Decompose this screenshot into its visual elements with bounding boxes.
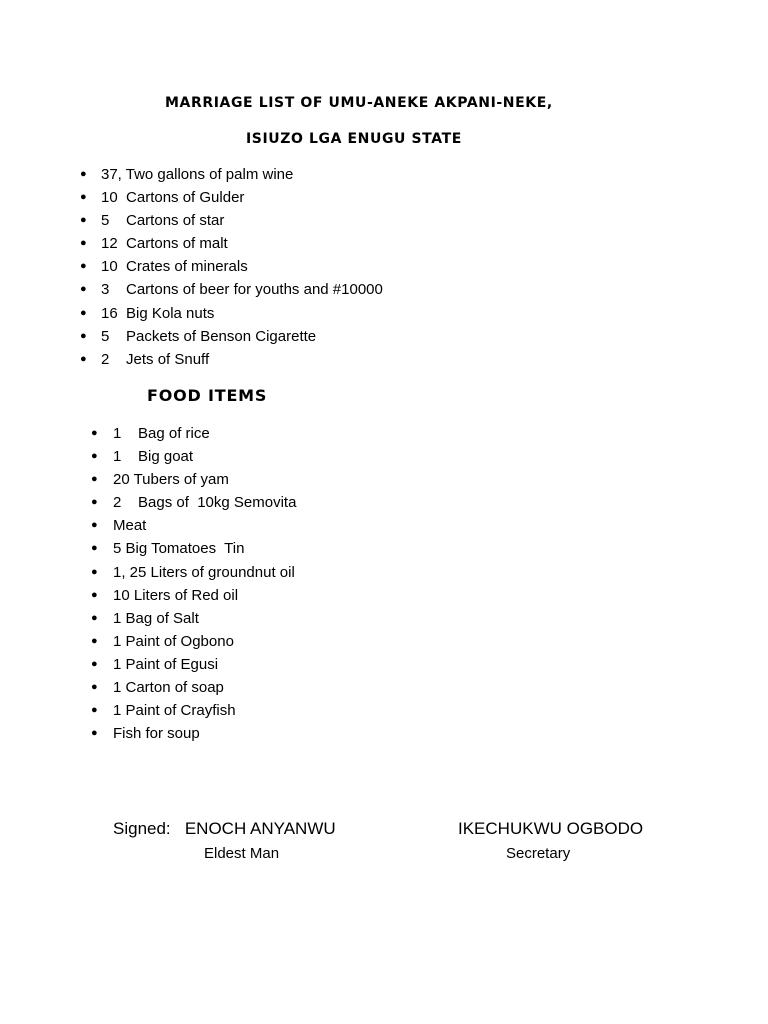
list-item-text: 12 Cartons of malt: [101, 235, 228, 253]
list-item-text: 10 Liters of Red oil: [113, 586, 239, 604]
list-item-text: 1 Bag of Salt: [113, 609, 199, 627]
list-item-text: 1 Paint of Crayfish: [113, 702, 236, 720]
bullet-icon: ●: [80, 306, 87, 319]
bullet-icon: ●: [91, 588, 98, 601]
signature-line: [113, 819, 336, 839]
bullet-icon: ●: [91, 657, 98, 670]
bullet-icon: ●: [91, 704, 98, 717]
signer-1-name: ENOCH ANYANWU: [184, 819, 336, 838]
bullet-icon: ●: [80, 260, 87, 273]
list-item-text: Fish for soup: [113, 725, 200, 743]
food-items-heading: FOOD ITEMS: [147, 386, 268, 405]
list-item-text: 20 Tubers of yam: [113, 471, 229, 489]
bullet-icon: ●: [80, 214, 87, 227]
bullet-icon: ●: [80, 237, 87, 250]
bullet-icon: ●: [91, 427, 98, 439]
list-item-text: 2 Bags of 10kg Semovita: [113, 494, 297, 512]
signer-1-role: Eldest Man: [204, 845, 280, 862]
list-item-text: 1 Paint of Ogbono: [113, 632, 234, 650]
bullet-icon: ●: [80, 352, 87, 365]
bullet-icon: ●: [91, 519, 98, 532]
bullet-icon: ●: [91, 450, 98, 463]
list-item-text: 1 Big goat: [113, 448, 194, 466]
bullet-icon: ●: [91, 681, 98, 694]
list-item-text: 1, 25 Liters of groundnut oil: [113, 563, 295, 581]
bullet-icon: ●: [91, 727, 98, 740]
bullet-icon: ●: [91, 496, 98, 509]
bullet-icon: ●: [91, 611, 98, 624]
list-item-text: 5 Big Tomatoes Tin: [113, 540, 245, 558]
signer-2-role: Secretary: [506, 845, 571, 862]
list-item-text: 10 Cartons of Gulder: [101, 189, 245, 207]
list-item-text: 10 Crates of minerals: [101, 258, 248, 276]
list-item-text: 16 Big Kola nuts: [101, 304, 215, 322]
signer-2-name: IKECHUKWU OGBODO: [458, 819, 644, 838]
bullet-icon: ●: [80, 191, 87, 204]
bullet-icon: ●: [91, 565, 98, 578]
document-title: MARRIAGE LIST OF UMU-ANEKE AKPANI-NEKE,: [165, 95, 553, 111]
list-item-text: 1 Carton of soap: [113, 679, 224, 697]
document-subtitle: ISIUZO LGA ENUGU STATE: [246, 131, 462, 147]
list-item-text: 3 Cartons of beer for youths and #10000: [101, 281, 383, 299]
bullet-icon: ●: [91, 473, 98, 486]
list-item-text: 1 Bag of rice: [113, 425, 210, 442]
list-item-text: 5 Cartons of star: [101, 212, 225, 230]
bullet-icon: ●: [80, 168, 87, 180]
list-item-text: 37, Two gallons of palm wine: [101, 166, 294, 183]
list-item-text: 2 Jets of Snuff: [101, 350, 210, 368]
signed-label: Signed:: [113, 819, 171, 838]
bullet-icon: ●: [80, 329, 87, 342]
bullet-icon: ●: [80, 283, 87, 296]
list-item-text: 1 Paint of Egusi: [113, 655, 219, 673]
list-item-text: 5 Packets of Benson Cigarette: [101, 327, 317, 345]
bullet-icon: ●: [91, 634, 98, 647]
bullet-icon: ●: [91, 542, 98, 555]
list-item-text: Meat: [113, 517, 147, 535]
